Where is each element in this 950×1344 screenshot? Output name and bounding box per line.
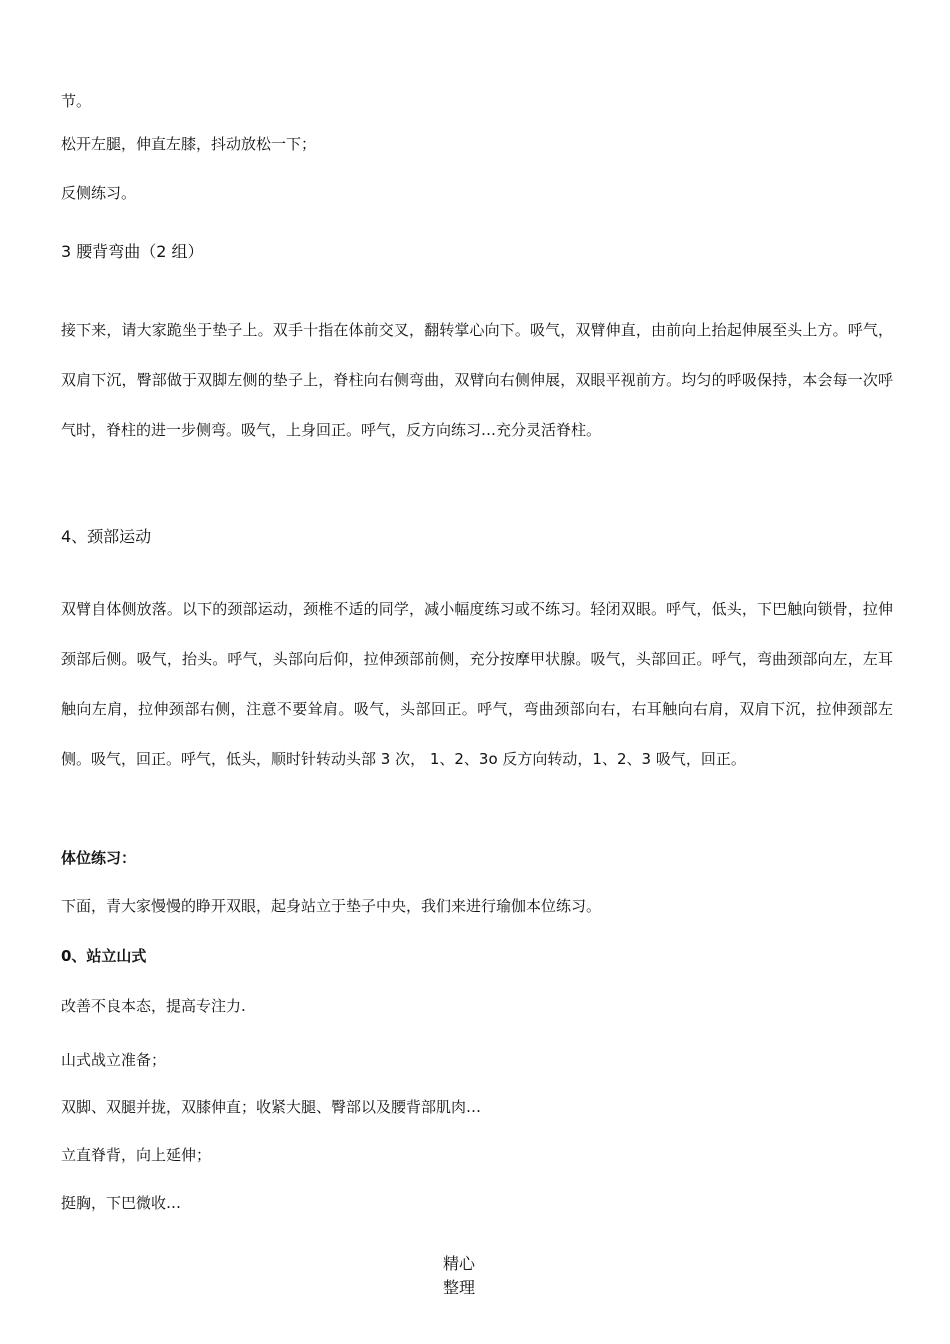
mountain-pose-step: 双脚、双腿并拢，双膝伸直；收紧大腿、臀部以及腰背部肌肉… bbox=[61, 1098, 482, 1116]
section3-body: 接下来，请大家跪坐于垫子上。双手十指在体前交叉，翻转掌心向下。吸气，双臂伸直，由前向上抬起伸展至头上方。呼气，双肩下沉，臀部做于双脚左侧的垫子上，脊柱向右侧弯曲，双臂向右侧伸展，双眼平视前方。均匀的呼吸保持，本会每一次呼气时，脊柱的进一步侧弯。吸气，上身回正。呼气，反方向练习…充分灵活脊柱。 bbox=[61, 321, 893, 439]
section4-body: 双臂自体侧放落。以下的颈部运动，颈椎不适的同学，减小幅度练习或不练习。轻闭双眼。呼气，低头，下巴触向锁骨，拉伸颈部后侧。吸气，抬头。呼气，头部向后仰，拉伸颈部前侧，充分按摩甲状腺。吸气，头部回正。呼气，弯曲颈部向左，左耳触向左肩，拉伸颈部右侧，注意不要耸肩。吸气，头部回正。呼气，弯曲颈部向右，右耳触向右肩，双肩下沉，拉伸颈部左侧。吸气，回正。呼气，低头，顺时针转动头部 3 次， 1、2、3o 反方向转动，1、2、3 吸气，回正。 bbox=[61, 600, 893, 768]
mountain-pose-step: 山式战立准备； bbox=[61, 1051, 167, 1069]
release-step-text: 松开左腿，伸直左膝，抖动放松一下； bbox=[61, 135, 317, 153]
mountain-pose-step: 立直脊背，向上延伸； bbox=[61, 1146, 212, 1164]
other-side-text: 反侧练习。 bbox=[61, 184, 137, 202]
section3-heading: 3 腰背弯曲（2 组） bbox=[61, 242, 204, 261]
footer-line-1: 精心 bbox=[442, 1254, 475, 1273]
continuation-text: 节。 bbox=[61, 92, 92, 110]
mountain-pose-heading: 0、站立山式 bbox=[61, 947, 147, 965]
mountain-pose-benefit: 改善不良本态，提高专注力. bbox=[61, 997, 246, 1015]
footer-line-2: 整理 bbox=[442, 1278, 475, 1297]
posture-heading: 体位练习： bbox=[61, 849, 137, 867]
posture-intro: 下面，青大家慢慢的睁开双眼，起身站立于垫子中央，我们来进行瑜伽本位练习。 bbox=[61, 897, 602, 915]
mountain-pose-step: 挺胸，下巴微收… bbox=[61, 1194, 182, 1212]
page-footer bbox=[0, 1252, 918, 1300]
section4-heading: 4、颈部运动 bbox=[61, 527, 152, 546]
